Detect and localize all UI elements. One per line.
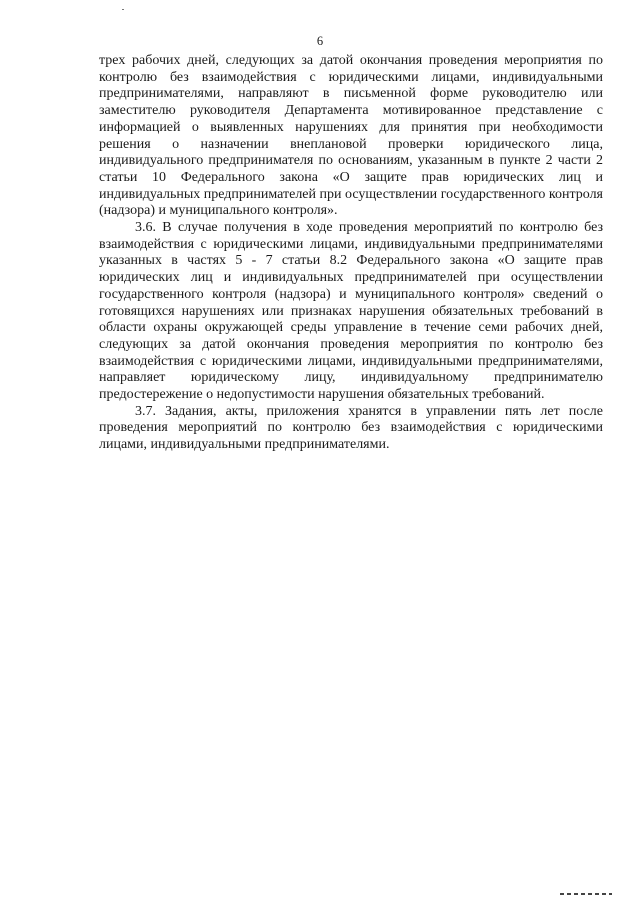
scan-artifact-dot bbox=[122, 9, 124, 10]
paragraph-clause-3-7: 3.7. Задания, акты, приложения хранятся в управлении пять лет после проведения мероприятий по контролю без взаимодействия с юридическими лицами, индивидуальными предпринимателями. bbox=[99, 403, 603, 453]
paragraph-continuation: трех рабочих дней, следующих за датой окончания проведения мероприятия по контролю без взаимодействия с юридическими лицами, индивидуальными предпринимателями, направляют в письменной форме руководителю или заместителю руководителя Департамента мотивированное представление с информацией о выявленных нарушениях для принятия при необходимости решения о назначении внеплановой проверки юридического лица, индивидуального предпринимателя по основаниям, указанным в пункте 2 части 2 статьи 10 Федерального закона «О защите прав юридических лиц и индивидуальных предпринимателей при осуществлении государственного контроля (надзора) и муниципального контроля». bbox=[99, 53, 603, 219]
document-body bbox=[99, 53, 603, 454]
scan-edge-mark bbox=[560, 893, 612, 895]
page-number: 6 bbox=[316, 34, 324, 48]
paragraph-clause-3-6: 3.6. В случае получения в ходе проведения мероприятий по контролю без взаимодействия с юридическими лицами, индивидуальными предпринимателями указанных в частях 5 - 7 статьи 8.2 Федерального закона «О защите прав юридических лиц и индивидуальных предпринимателей при осуществлении государственного контроля (надзора) и муниципального контроля» сведений о готовящихся нарушениях или признаках нарушения обязательных требований в области охраны окружающей среды управление в течение семи рабочих дней, следующих за датой окончания проведения мероприятия по контролю без взаимодействия с юридическими лицами, индивидуальными предпринимателями, направляет юридическому лицу, индивидуальному предпринимателю предостережение о недопустимости нарушения обязательных требований. bbox=[99, 220, 603, 403]
